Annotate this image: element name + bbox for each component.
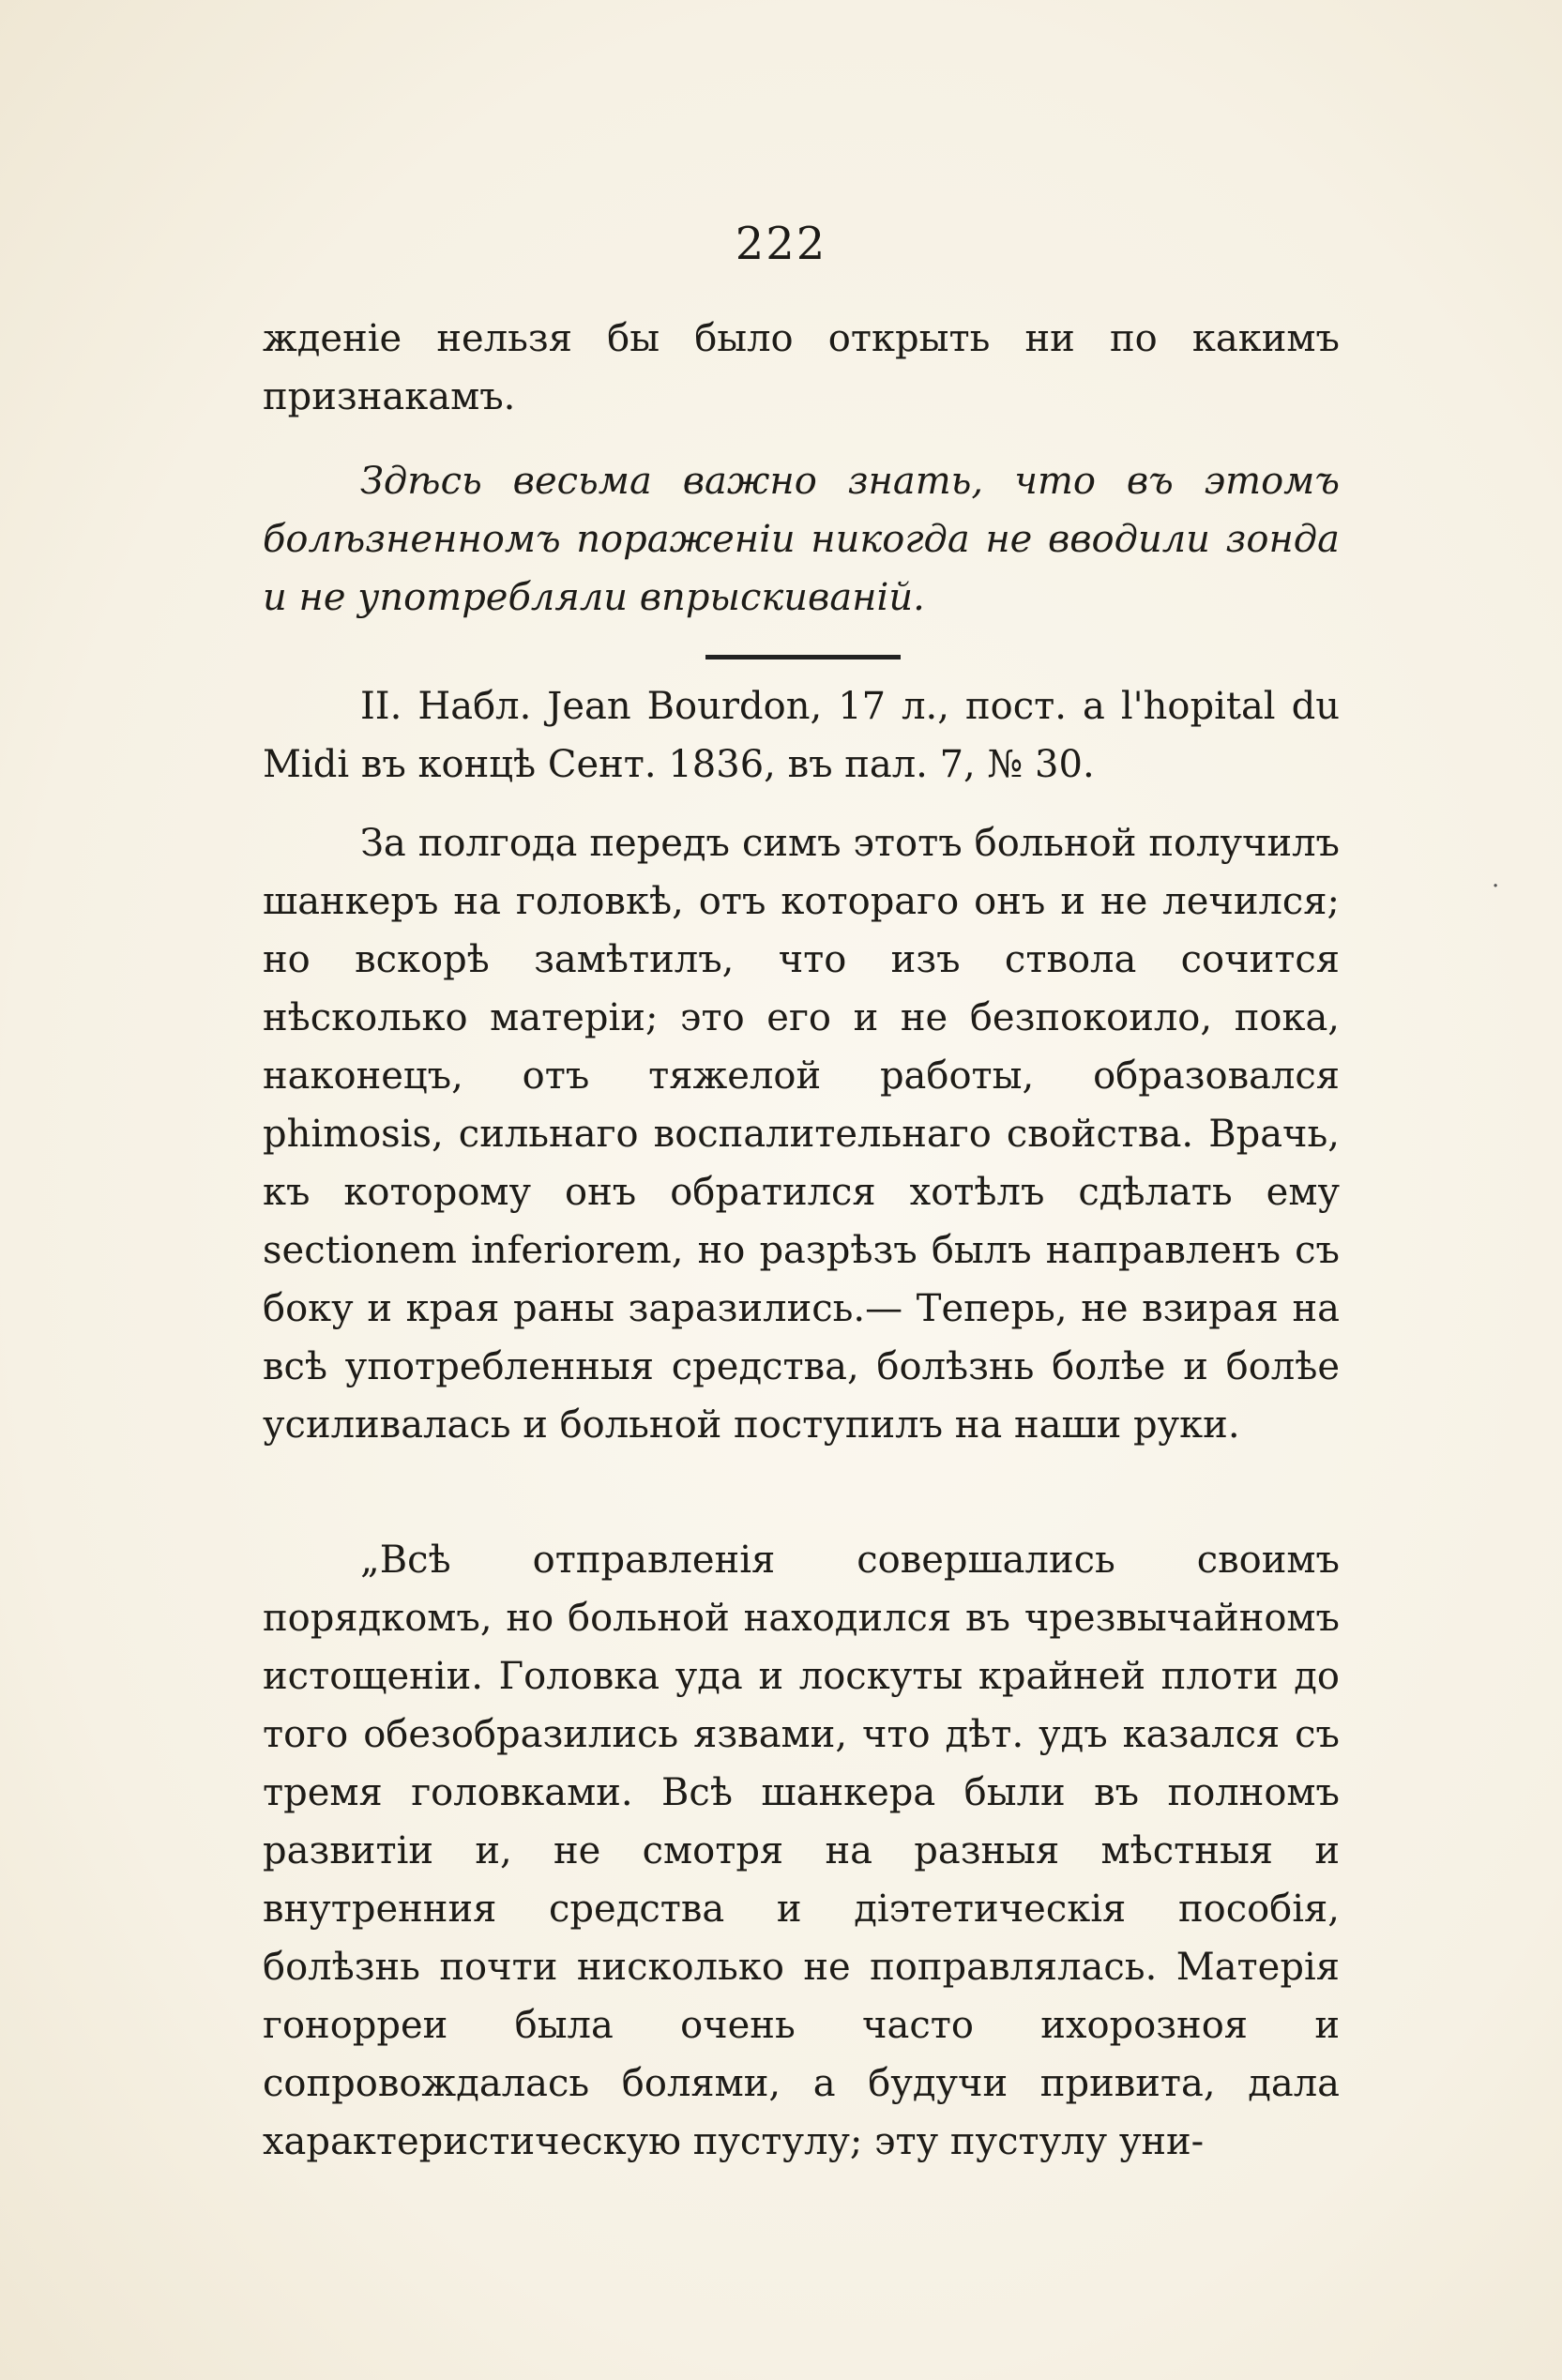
text-block-body-2 xyxy=(263,1531,1340,2171)
paragraph-note: Здѣсь весьма важно знать, что въ этомъ болѣзненномъ пораженіи никогда не вводили зонда и не употребляли впрыскиваній. xyxy=(263,460,1340,619)
text-block-top xyxy=(263,310,1340,426)
margin-speck: · xyxy=(1492,872,1500,901)
paragraph-history: За полгода передъ симъ этотъ больной получилъ шанкеръ на головкѣ, отъ котораго онъ и не лечился; но вскорѣ замѣтилъ, что изъ ствола сочится нѣсколько матеріи; это его и не безпокоило, пока, наконецъ, отъ тяжелой работы, образовался phimosis, сильнаго воспалительнаго свойства. Врачь, къ которому онъ обратился хотѣлъ сдѣлать ему sectionem inferiorem, но разрѣзъ былъ направленъ съ боку и края раны заразились.— Теперь, не взирая на всѣ употребленныя средства, болѣзнь болѣе и болѣе усиливалась и больной поступилъ на наши руки. xyxy=(263,822,1340,1447)
text-block-observation xyxy=(263,677,1340,794)
text-block-italic xyxy=(263,452,1340,627)
paragraph-status: „Всѣ отправленія совершались своимъ порядкомъ, но больной находился въ чрезвычайномъ истощеніи. Головка уда и лоскуты крайней плоти до того обезобразились язвами, что дѣт. удъ казался съ тремя головками. Всѣ шанкера были въ полномъ развитіи и, не смотря на разныя мѣстныя и внутренния средства и діэтетическія пособія, болѣзнь почти нисколько не поправлялась. Матерія гонорреи была очень часто ихорозноя и сопровождалась болями, а будучи привита, дала характеристическую пустулу; эту пустулу уни- xyxy=(263,1539,1340,2163)
paragraph-observation-heading: II. Набл. Jean Bourdon, 17 л., пост. a l'hopital du Midi въ концѣ Сент. 1836, въ пал. 7, № 30. xyxy=(263,685,1340,786)
section-divider xyxy=(705,655,901,659)
paragraph-continuation: жденіе нельзя бы было открыть ни по какимъ признакамъ. xyxy=(263,317,1340,418)
text-block-body xyxy=(263,814,1340,1454)
page-number: 222 xyxy=(735,218,827,270)
